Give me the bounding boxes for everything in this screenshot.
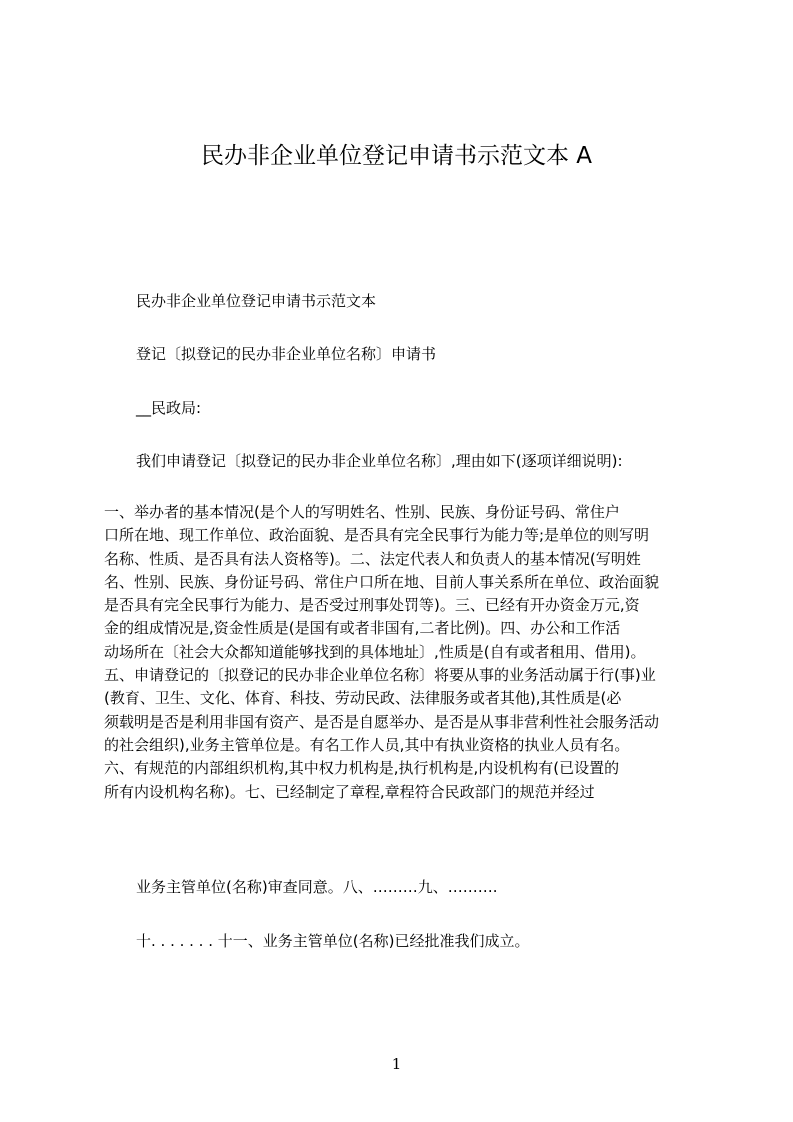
- body-paragraph: [104, 501, 697, 804]
- body-line: 的社会组织),业务主管单位是。有名工作人员,其中有执业资格的执业人员有名。: [104, 735, 630, 754]
- page-title: 民办非企业单位登记申请书示范文本 A: [200, 143, 593, 169]
- application-heading: 登记〔拟登记的民办非企业单位名称〕申请书: [136, 345, 437, 363]
- body-line: 五、申请登记的〔拟登记的民办非企业单位名称〕将要从事的业务活动属于行(事)业: [104, 666, 656, 685]
- body-line: 金的组成情况是,资金性质是(是国有或者非国有,二者比例)。四、办公和工作活: [104, 619, 621, 638]
- body-line: 所有内设机构名称)。七、已经制定了章程,章程符合民政部门的规范并经过: [104, 782, 595, 801]
- body-line: 动场所在〔社会大众都知道能够找到的具体地址〕,性质是(自有或者租用、借用)。: [104, 642, 646, 661]
- intro-paragraph: 我们申请登记〔拟登记的民办非企业单位名称〕,理由如下(逐项详细说明):: [136, 452, 623, 470]
- body-line: 名称、性质、是否具有法人资格等)。二、法定代表人和负责人的基本情况(写明姓: [104, 549, 641, 568]
- review-line: 业务主管单位(名称)审查同意。八、………九、……….: [136, 878, 498, 896]
- addressee-line: __民政局:: [136, 399, 202, 417]
- page-number: 1: [391, 1055, 402, 1073]
- body-line: 是否具有完全民事行为能力、是否受过刑事处罚等)。三、已经有开办资金万元,资: [104, 596, 640, 615]
- body-line: (教育、卫生、文化、体育、科技、劳动民政、法律服务或者其他),其性质是(必: [104, 689, 622, 708]
- approval-line: 十. . . . . . . 十一、业务主管单位(名称)已经批准我们成立。: [136, 932, 530, 950]
- body-line: 一、举办者的基本情况(是个人的写明姓名、性别、民族、身份证号码、常住户: [104, 503, 620, 521]
- body-line: 口所在地、现工作单位、政治面貌、是否具有完全民事行为能力等;是单位的则写明: [104, 526, 650, 545]
- body-line: 六、有规范的内部组织机构,其中权力机构是,执行机构是,内设机构有(已设置的: [104, 759, 620, 778]
- document-subtitle: 民办非企业单位登记申请书示范文本: [136, 292, 377, 310]
- body-line: 须载明是否是利用非国有资产、是否是自愿举办、是否是从事非营利性社会服务活动: [104, 712, 660, 731]
- body-line: 名、性别、民族、身份证号码、常住户口所在地、目前人事关系所在单位、政治面貌: [104, 572, 660, 591]
